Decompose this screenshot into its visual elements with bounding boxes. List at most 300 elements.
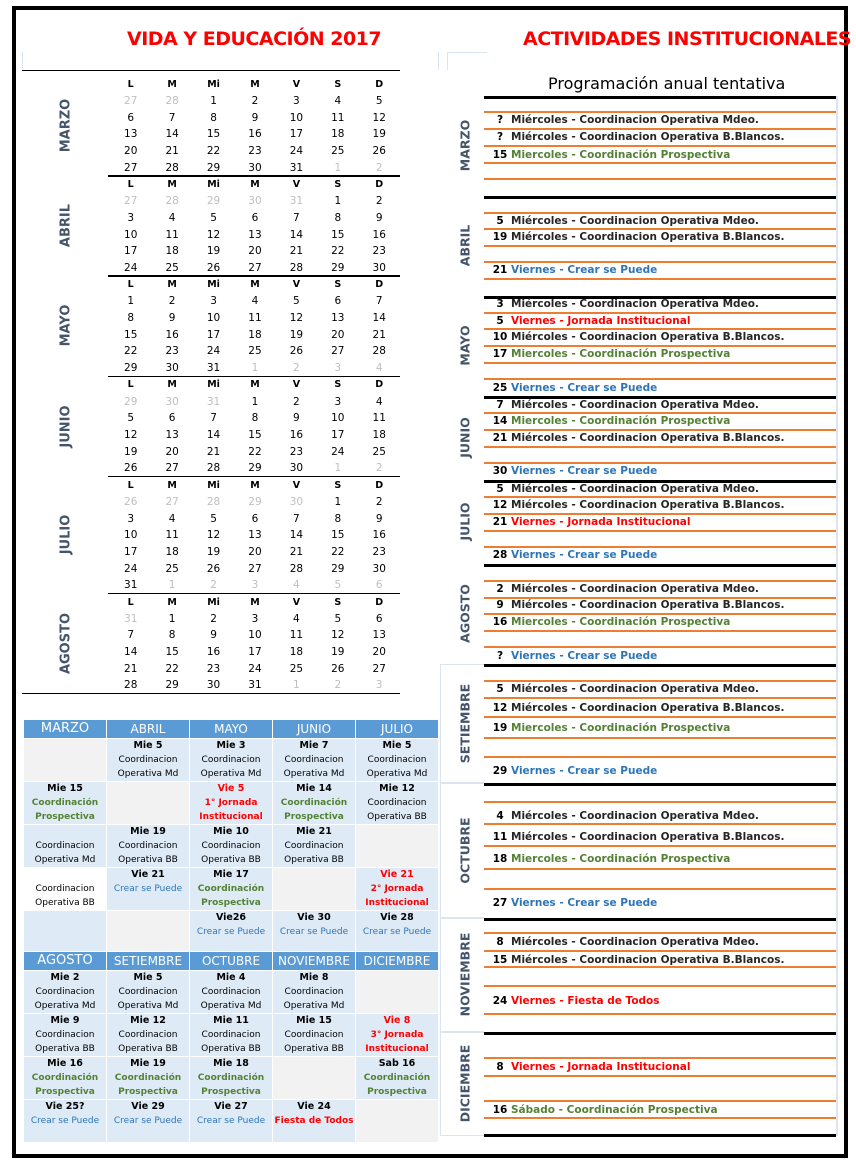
summary-event-date: Vie 21 — [380, 869, 414, 880]
summary-event-text: Coordinacion — [118, 841, 178, 851]
calendar-day: 17 — [331, 429, 345, 441]
summary-event-text: Coordinacion — [35, 884, 95, 894]
activity-description: Viernes - Crear se Puede — [511, 381, 658, 394]
calendar-day: 28 — [124, 679, 138, 692]
summary-event-text: Coordinacion — [367, 798, 427, 808]
weekday-label: V — [292, 479, 301, 491]
calendar-week — [110, 544, 400, 561]
summary-cell — [273, 868, 356, 911]
summary-cell — [107, 1100, 190, 1143]
calendar-day: 16 — [289, 429, 304, 441]
summary-cell — [356, 1100, 439, 1143]
activity-day: 8 — [496, 935, 504, 948]
calendar-day: 6 — [251, 211, 259, 224]
summary-cell — [24, 739, 107, 782]
summary-event-text: Coordinacion — [284, 755, 344, 765]
summary-event-date: Vie 8 — [383, 1015, 411, 1026]
summary-event-date: Mie 4 — [216, 972, 246, 983]
summary-event-text: Fiesta de Todos — [274, 1116, 354, 1126]
calendar-day: 30 — [165, 362, 179, 375]
calendar-day: 29 — [206, 161, 221, 174]
summary-event-text: Operativa Md — [34, 1001, 96, 1011]
calendar-day: 15 — [124, 328, 138, 341]
calendar-day: 22 — [248, 445, 262, 458]
summary-event-text: Coordinación — [280, 798, 348, 808]
row-rule — [484, 362, 836, 364]
summary-event-date: Vie 30 — [297, 912, 331, 923]
activity-month-name: MAYO — [457, 325, 473, 366]
activity-day: 27 — [492, 896, 508, 909]
calendar-day: 19 — [206, 245, 221, 258]
calendar-day: 13 — [165, 429, 179, 441]
calendar-day: 14 — [372, 312, 386, 325]
calendar-day: 30 — [289, 462, 304, 475]
calendar-day-other-month: 3 — [251, 579, 259, 592]
summary-event-date: Mie 9 — [50, 1015, 80, 1026]
calendar-day-other-month: 29 — [124, 395, 138, 408]
calendar-day: 12 — [206, 228, 221, 241]
calendar-day: 26 — [331, 662, 345, 675]
activity-description: Miércoles - Coordinacion Operativa Mdeo. — [511, 809, 759, 822]
activity-day: 18 — [492, 852, 508, 865]
calendar-day: 2 — [375, 195, 383, 208]
calendar-week — [110, 109, 400, 126]
month-separator — [484, 96, 836, 99]
summary-table — [23, 951, 439, 1143]
calendar-day: 18 — [165, 545, 179, 558]
summary-cell — [356, 739, 439, 782]
summary-event-date: Mie 10 — [213, 826, 249, 837]
activity-item — [490, 213, 759, 228]
weekday-header — [110, 76, 400, 93]
calendar-day: 21 — [289, 545, 304, 558]
calendar-day: 19 — [124, 445, 138, 458]
activity-item — [490, 397, 759, 412]
summary-event-date: Sab 16 — [378, 1058, 416, 1069]
calendar-day: 3 — [210, 295, 217, 308]
summary-event-text: Prospectiva — [35, 812, 95, 822]
activity-day: 5 — [496, 482, 504, 495]
activity-description: Miércoles - Coordinacion Operativa Mdeo. — [511, 482, 759, 495]
calendar-day-other-month: 3 — [375, 679, 383, 692]
calendar-day-other-month: 31 — [124, 612, 138, 625]
calendar-day: 22 — [165, 662, 179, 675]
calendar-day: 8 — [168, 629, 176, 642]
weekday-label: L — [127, 179, 134, 191]
summary-event-text: Coordinación — [363, 1073, 431, 1083]
calendar-day: 15 — [206, 128, 221, 141]
calendar-day: 5 — [210, 211, 217, 224]
activity-item — [490, 296, 759, 311]
calendar-day: 5 — [334, 612, 342, 625]
activity-day: 10 — [492, 330, 508, 343]
calendar-week — [110, 660, 400, 677]
calendar-day: 30 — [248, 161, 262, 174]
summary-cell — [273, 782, 356, 825]
weekday-label: D — [375, 479, 384, 491]
calendar-day: 7 — [293, 512, 300, 525]
calendar-day: 2 — [168, 295, 176, 308]
calendar-day-other-month: 1 — [293, 679, 300, 692]
calendar-day: 16 — [248, 128, 262, 141]
calendar-day: 3 — [127, 211, 135, 224]
calendar-day: 11 — [372, 412, 386, 425]
calendar-day: 21 — [124, 662, 138, 675]
calendar-day: 12 — [206, 529, 221, 542]
activity-item — [490, 934, 759, 949]
calendar-week — [110, 610, 400, 627]
calendar-day: 18 — [289, 646, 304, 659]
calendar-week — [110, 310, 400, 327]
activity-day: 25 — [492, 381, 508, 394]
weekday-label: M — [167, 78, 177, 90]
summary-event-date: Vie 27 — [214, 1101, 248, 1112]
summary-event-text: Operativa BB — [284, 855, 344, 865]
calendar-day: 17 — [248, 646, 262, 659]
summary-event-date: Mie 17 — [213, 869, 249, 880]
activity-description: Miercoles - Coordinación Prospectiva — [511, 852, 731, 865]
weekday-label: D — [375, 78, 384, 90]
calendar-day: 6 — [251, 512, 259, 525]
calendar-day: 22 — [206, 145, 221, 158]
calendar-week — [110, 677, 400, 694]
weekday-label: M — [250, 78, 260, 90]
summary-event-date: Vie26 — [215, 912, 247, 923]
activity-description: Viernes - Jornada Institucional — [511, 1060, 691, 1073]
activity-item — [490, 993, 660, 1008]
activity-day: 9 — [496, 598, 504, 611]
activity-description: Miercoles - Coordinación Prospectiva — [511, 148, 731, 161]
calendar-day: 8 — [210, 111, 217, 124]
summary-event-date: Mie 21 — [296, 826, 332, 837]
summary-event-text: Operativa BB — [201, 855, 261, 865]
summary-event-text: Operativa Md — [200, 1001, 262, 1011]
calendar-day: 26 — [206, 562, 221, 575]
calendar-day: 3 — [127, 512, 135, 525]
calendar-week — [110, 427, 400, 444]
activity-item — [490, 430, 784, 445]
summary-row — [24, 911, 439, 954]
summary-cell — [107, 825, 190, 868]
summary-cell — [273, 825, 356, 868]
calendar-day: 17 — [289, 128, 304, 141]
activity-description: Miércoles - Coordinacion Operativa Mdeo. — [511, 935, 759, 948]
calendar-day: 19 — [331, 646, 345, 659]
calendar-week — [110, 159, 400, 176]
activity-item — [490, 681, 759, 696]
calendar-week — [110, 193, 400, 210]
calendar-day-other-month: 6 — [375, 579, 383, 592]
summary-cell — [24, 1057, 107, 1100]
calendar-month-name: JUNIO — [58, 405, 74, 448]
calendar-day: 25 — [289, 662, 304, 675]
calendar-day-other-month: 29 — [206, 195, 221, 208]
activity-item — [490, 112, 759, 127]
summary-cell — [107, 971, 190, 1014]
activity-day: 16 — [492, 615, 508, 628]
calendar-day-other-month: 31 — [289, 195, 304, 208]
summary-event-text: Prospectiva — [35, 1087, 95, 1097]
activity-day: 15 — [492, 953, 508, 966]
summary-event-text: Coordinación — [31, 1073, 99, 1083]
summary-cell — [356, 825, 439, 868]
activity-day: 14 — [492, 414, 508, 427]
summary-event-date: Vie 29 — [131, 1101, 165, 1112]
calendar-day: 14 — [165, 128, 179, 141]
row-rule — [484, 737, 836, 739]
activity-item — [490, 614, 730, 629]
calendar-month — [22, 176, 400, 276]
calendar-day: 2 — [210, 612, 217, 625]
weekday-label: L — [127, 78, 134, 90]
calendar-day: 22 — [331, 245, 345, 258]
weekday-label: M — [167, 479, 177, 491]
summary-cell — [356, 1057, 439, 1100]
calendar-day-other-month: 1 — [168, 579, 176, 592]
calendar-day: 17 — [206, 328, 221, 341]
calendar-day: 23 — [248, 145, 262, 158]
weekday-label: M — [167, 379, 177, 391]
calendar-day: 12 — [289, 312, 304, 325]
calendar-day-other-month: 28 — [165, 95, 179, 108]
weekday-header — [110, 176, 400, 193]
summary-event-date: Mie 5 — [133, 740, 163, 751]
activity-item — [490, 463, 657, 478]
calendar-day: 11 — [165, 228, 179, 241]
calendar-day: 29 — [331, 261, 345, 274]
calendar-grid — [110, 477, 400, 594]
summary-event-text: Prospectiva — [201, 898, 261, 908]
calendar-day: 22 — [124, 345, 138, 358]
calendar-day: 3 — [334, 395, 342, 408]
activity-item — [490, 700, 784, 715]
summary-event-text: Institucional — [199, 812, 263, 822]
calendar-day: 4 — [168, 211, 176, 224]
summary-cell — [356, 782, 439, 825]
summary-event-date: Mie 18 — [213, 1058, 249, 1069]
activity-description: Viernes - Jornada Institucional — [511, 314, 691, 327]
calendar-day: 8 — [127, 312, 135, 325]
weekday-label: Mi — [207, 379, 220, 391]
calendar-day: 2 — [251, 95, 259, 108]
calendar-day: 25 — [165, 562, 179, 575]
weekday-label: S — [334, 179, 342, 191]
calendar-day: 23 — [289, 445, 304, 458]
calendar-day: 29 — [165, 679, 179, 692]
summary-event-text: 3° Jornada — [370, 1030, 424, 1040]
activity-month-name: MARZO — [457, 119, 473, 172]
summary-event-text: Crear se Puede — [30, 1116, 100, 1126]
calendar-day: 16 — [372, 228, 386, 241]
calendar-day: 2 — [375, 495, 383, 508]
activity-description: Miércoles - Coordinacion Operativa B.Blancos. — [511, 431, 785, 444]
summary-event-text: Coordinacion — [35, 1030, 95, 1040]
row-rule — [484, 278, 836, 280]
calendar-week — [110, 126, 400, 143]
summary-event-text: Institucional — [365, 1044, 429, 1054]
calendar-day: 31 — [206, 362, 221, 375]
calendar-title: VIDA Y EDUCACIÓN 2017 — [127, 28, 382, 50]
calendar-day: 12 — [331, 629, 345, 642]
calendar-day-other-month: 27 — [124, 195, 138, 208]
activity-day: 3 — [496, 297, 504, 310]
calendar-week — [110, 260, 400, 277]
calendar-day: 10 — [124, 529, 138, 542]
summary-cell — [356, 868, 439, 911]
weekday-label: V — [292, 179, 301, 191]
summary-event-date: Mie 3 — [216, 740, 246, 751]
calendar-day: 25 — [165, 261, 179, 274]
calendar-day-other-month: 4 — [375, 362, 383, 375]
weekday-label: M — [167, 279, 177, 291]
calendar-day: 14 — [289, 529, 304, 542]
summary-cell — [107, 911, 190, 954]
calendar-week — [110, 93, 400, 110]
summary-event-date: Mie 7 — [299, 740, 329, 751]
summary-row — [24, 1057, 439, 1100]
calendar-day-other-month: 2 — [293, 362, 300, 375]
calendar-week — [110, 210, 400, 227]
summary-event-date: Mie 19 — [130, 826, 166, 837]
activity-item — [490, 497, 784, 512]
calendar-day: 19 — [289, 328, 304, 341]
month-separator — [484, 783, 836, 786]
activity-day: 12 — [492, 701, 508, 714]
calendar-day-other-month: 29 — [248, 495, 262, 508]
calendar-day: 5 — [375, 95, 383, 108]
summary-event-date: Vie 25? — [45, 1101, 85, 1112]
row-rule — [484, 697, 836, 699]
calendar-day: 11 — [331, 111, 345, 124]
calendar-day: 17 — [124, 245, 138, 258]
summary-event-date: Mie 14 — [296, 783, 332, 794]
calendar-month-name: JULIO — [58, 514, 74, 555]
calendar-day: 29 — [331, 562, 345, 575]
calendar-day: 28 — [206, 462, 221, 475]
summary-cell — [190, 782, 273, 825]
activity-description: Sábado - Coordinación Prospectiva — [511, 1103, 718, 1116]
activity-day: 5 — [496, 682, 504, 695]
calendar-day: 28 — [372, 345, 386, 358]
summary-header-row — [24, 720, 439, 739]
calendar-day: 9 — [293, 412, 300, 425]
summary-cell — [190, 971, 273, 1014]
weekday-header — [110, 377, 400, 394]
activity-description: Miercoles - Coordinación Prospectiva — [511, 414, 731, 427]
calendar-day-other-month: 2 — [334, 679, 342, 692]
summary-cell — [24, 1014, 107, 1057]
calendar-day: 18 — [165, 245, 179, 258]
summary-month-header: SETIEMBRE — [107, 952, 190, 971]
summary-month-header: NOVIEMBRE — [273, 952, 356, 971]
row-rule — [484, 888, 836, 890]
activity-item — [490, 380, 657, 395]
calendar-day: 20 — [331, 328, 345, 341]
summary-row — [24, 739, 439, 782]
summary-cell — [356, 1014, 439, 1057]
summary-event-date — [24, 868, 106, 882]
decorative-tick — [447, 52, 487, 53]
calendar-day: 16 — [372, 529, 386, 542]
summary-event-text: Crear se Puede — [113, 884, 183, 894]
summary-event-text: Operativa BB — [118, 1044, 178, 1054]
summary-month-header: JULIO — [356, 720, 439, 739]
activity-day: 4 — [496, 809, 504, 822]
calendar-day: 1 — [127, 295, 135, 308]
calendar-day: 9 — [251, 111, 259, 124]
weekday-label: D — [375, 596, 384, 608]
month-separator — [484, 664, 836, 667]
calendar-day: 9 — [375, 512, 383, 525]
weekday-label: V — [292, 78, 301, 90]
activity-day: ? — [496, 113, 504, 126]
summary-event-date: Vie 28 — [380, 912, 414, 923]
activity-description: Miércoles - Coordinacion Operativa B.Blancos. — [511, 701, 785, 714]
summary-event-text: Prospectiva — [367, 1087, 427, 1097]
weekday-label: Mi — [207, 279, 220, 291]
calendar-day: 8 — [251, 412, 259, 425]
row-rule — [484, 845, 836, 847]
calendar-day: 15 — [331, 228, 345, 241]
activity-description: Miércoles - Coordinacion Operativa Mdeo. — [511, 682, 759, 695]
summary-cell — [24, 868, 107, 911]
row-rule — [484, 178, 836, 180]
activity-item — [490, 1059, 690, 1074]
calendar-month-name: MAYO — [58, 305, 74, 347]
summary-cell — [24, 971, 107, 1014]
summary-event-text: Institucional — [365, 898, 429, 908]
calendar-day: 6 — [334, 295, 342, 308]
summary-event-text: Operativa Md — [283, 1001, 345, 1011]
calendar-day: 8 — [334, 512, 342, 525]
calendar-day: 12 — [372, 111, 386, 124]
activity-day: 29 — [492, 764, 508, 777]
calendar-day: 13 — [248, 529, 262, 542]
calendar-week — [110, 326, 400, 343]
activity-item — [490, 581, 759, 596]
weekday-label: D — [375, 279, 384, 291]
activity-day: 21 — [492, 263, 508, 276]
weekday-header — [110, 477, 400, 494]
calendar-day: 3 — [251, 612, 259, 625]
calendar-day: 10 — [331, 412, 345, 425]
summary-event-text: Coordinación — [197, 1073, 265, 1083]
weekday-label: D — [375, 179, 384, 191]
summary-event-text: Operativa BB — [201, 1044, 261, 1054]
summary-table — [23, 719, 439, 954]
calendar-day: 4 — [168, 512, 176, 525]
row-rule — [484, 868, 836, 870]
activity-description: Viernes - Crear se Puede — [511, 548, 658, 561]
calendar-day-other-month: 1 — [334, 462, 342, 475]
calendar-day: 27 — [124, 161, 138, 174]
calendar-day: 15 — [165, 646, 179, 659]
summary-cell — [273, 1100, 356, 1143]
activity-item — [490, 129, 784, 144]
summary-event-text: Operativa BB — [367, 812, 427, 822]
activity-day: 8 — [496, 1060, 504, 1073]
calendar-day: 10 — [248, 629, 262, 642]
calendar-grid — [110, 377, 400, 477]
summary-event-text: 2° Jornada — [370, 884, 424, 894]
summary-event-text: 1° Jornada — [204, 798, 258, 808]
calendar-top-rule — [22, 70, 400, 71]
activity-item — [490, 648, 657, 663]
calendar-day: 10 — [124, 228, 138, 241]
activity-day: 7 — [496, 398, 504, 411]
calendar-day: 6 — [168, 412, 176, 425]
activity-description: Viernes - Crear se Puede — [511, 464, 658, 477]
